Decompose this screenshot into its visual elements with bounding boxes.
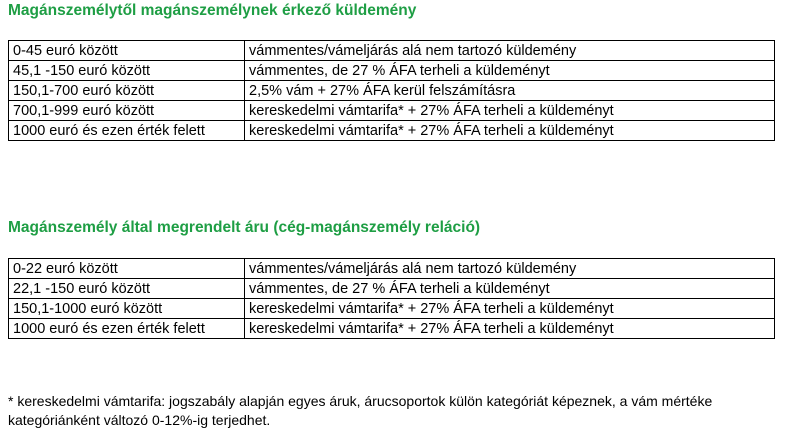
table-row: [9, 121, 775, 141]
table-row: [9, 319, 775, 339]
value-range-cell: 45,1 -150 euró között: [9, 61, 245, 81]
table-row: [9, 101, 775, 121]
table-row: [9, 259, 775, 279]
value-range-cell: 1000 euró és ezen érték felett: [9, 121, 245, 141]
value-range-cell: 0-45 euró között: [9, 41, 245, 61]
table-row: [9, 279, 775, 299]
rule-cell: kereskedelmi vámtarifa* + 27% ÁFA terheli a küldeményt: [245, 121, 775, 141]
section-title-company-to-private: Magánszemély által megrendelt áru (cég-magánszemély reláció): [8, 219, 481, 236]
rule-cell: kereskedelmi vámtarifa* + 27% ÁFA terheli a küldeményt: [245, 299, 775, 319]
tariff-table-company-to-private: [8, 258, 775, 339]
rule-cell: vámmentes, de 27 % ÁFA terheli a küldeményt: [245, 61, 775, 81]
rule-cell: 2,5% vám + 27% ÁFA kerül felszámításra: [245, 81, 775, 101]
section-title-private-to-private: Magánszemélytől magánszemélynek érkező küldemény: [8, 2, 417, 19]
value-range-cell: 150,1-1000 euró között: [9, 299, 245, 319]
table-row: [9, 41, 775, 61]
rule-cell: kereskedelmi vámtarifa* + 27% ÁFA terheli a küldeményt: [245, 319, 775, 339]
table-row: [9, 81, 775, 101]
value-range-cell: 22,1 -150 euró között: [9, 279, 245, 299]
table-row: [9, 299, 775, 319]
value-range-cell: 150,1-700 euró között: [9, 81, 245, 101]
table-row: [9, 61, 775, 81]
value-range-cell: 700,1-999 euró között: [9, 101, 245, 121]
value-range-cell: 0-22 euró között: [9, 259, 245, 279]
footnote: * kereskedelmi vámtarifa: jogszabály alapján egyes áruk, árucsoportok külön kategóriát képeznek, a vám mértéke kategóriánként változó 0-12%-ig terjedhet.: [8, 393, 713, 428]
value-range-cell: 1000 euró és ezen érték felett: [9, 319, 245, 339]
rule-cell: vámmentes/vámeljárás alá nem tartozó küldemény: [245, 41, 775, 61]
rule-cell: vámmentes/vámeljárás alá nem tartozó küldemény: [245, 259, 775, 279]
rule-cell: vámmentes, de 27 % ÁFA terheli a küldeményt: [245, 279, 775, 299]
tariff-table-private-to-private: [8, 40, 775, 141]
rule-cell: kereskedelmi vámtarifa* + 27% ÁFA terheli a küldeményt: [245, 101, 775, 121]
